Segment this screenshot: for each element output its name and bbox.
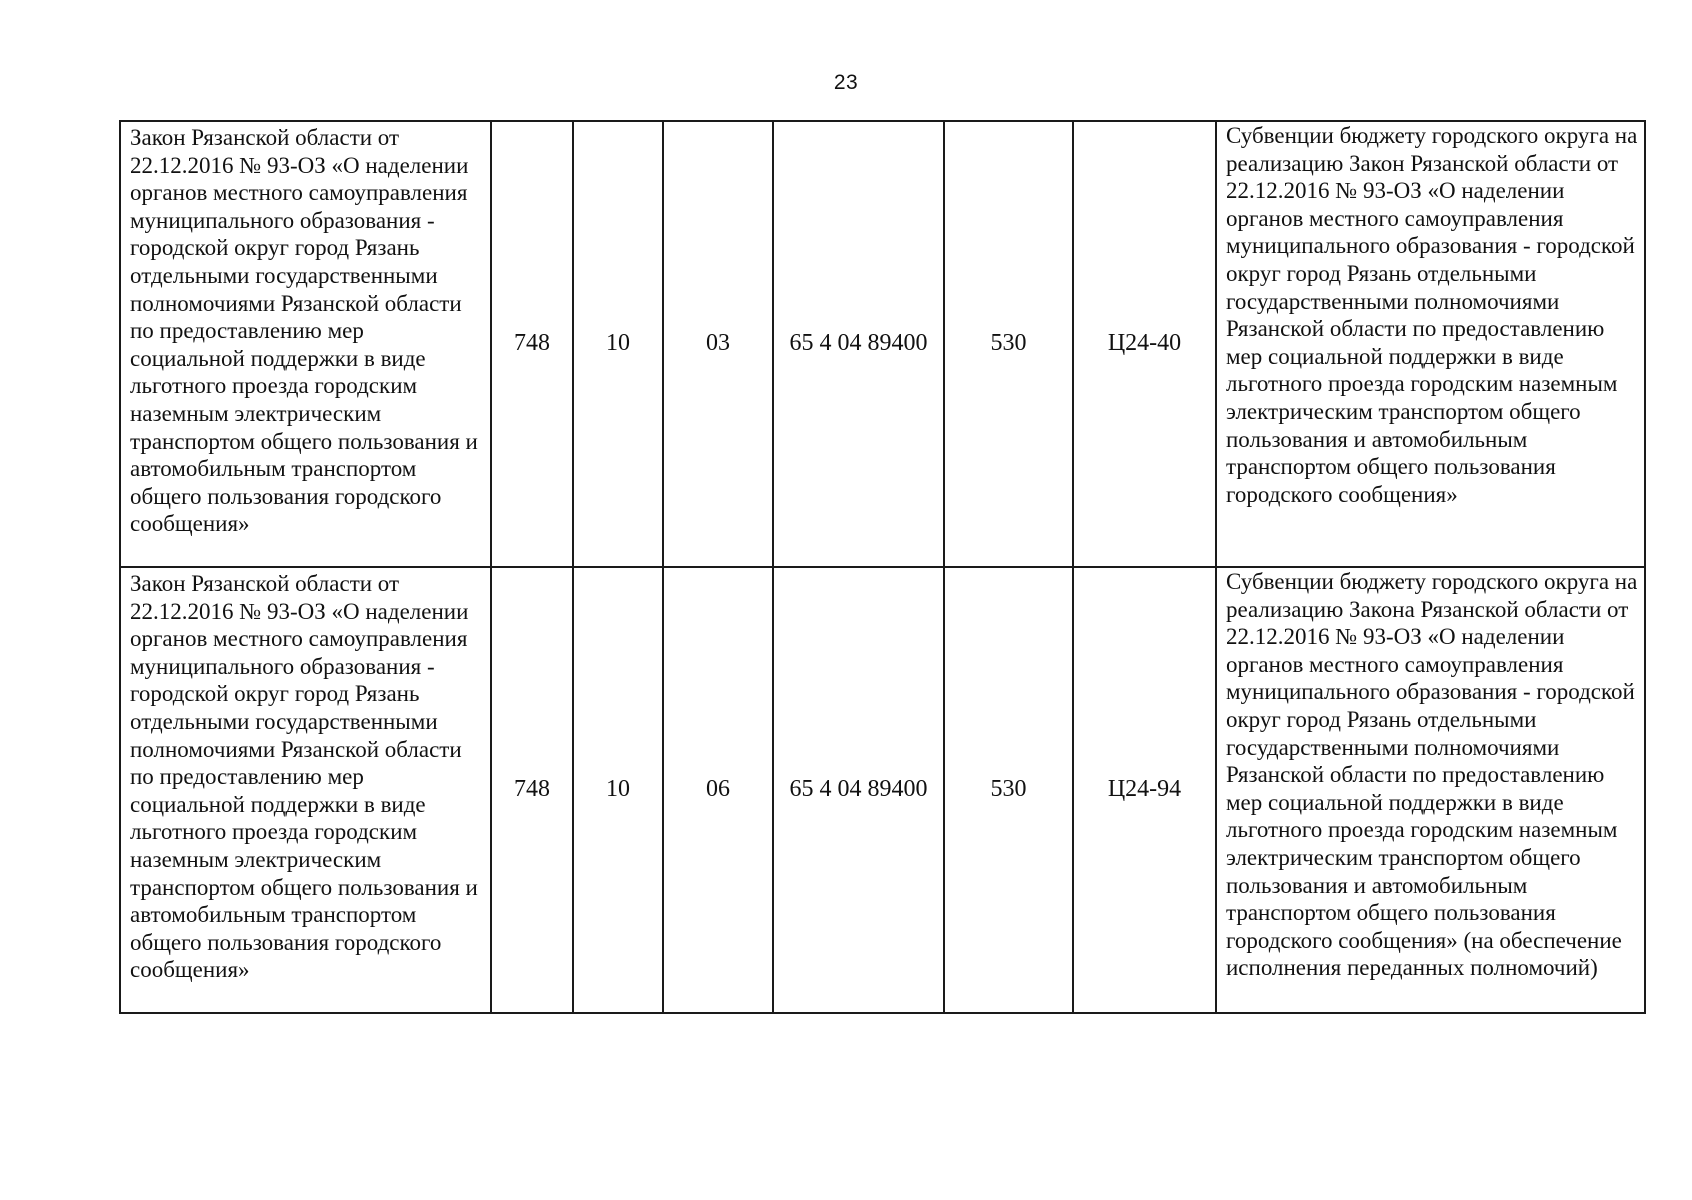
subsection-code-cell: 06 xyxy=(663,567,773,1013)
subsection-code-cell: 03 xyxy=(663,121,773,567)
expense-type-cell: 530 xyxy=(944,121,1073,567)
law-text-cell: Закон Рязанской области от 22.12.2016 № 93-ОЗ «О наделении органов местного самоуправления муниципального образования - городской округ город Рязань отдельными государственными полномочиями Рязанской области по предоставлению мер социальной поддержки в виде льготного проезда городским наземным электрическим транспортом общего пользования и автомобильным транспортом общего пользования городского сообщения» xyxy=(120,567,491,1013)
section-code-cell: 10 xyxy=(573,121,663,567)
table-row xyxy=(120,121,1645,567)
extra-code-cell: Ц24-94 xyxy=(1073,567,1216,1013)
table-row xyxy=(120,567,1645,1013)
budget-classification-table xyxy=(119,120,1646,1014)
target-code-cell: 65 4 04 89400 xyxy=(773,121,944,567)
description-cell: Субвенции бюджету городского округа на реализацию Закон Рязанской области от 22.12.2016 № 93-ОЗ «О наделении органов местного самоуправления муниципального образования - городской округ город Рязань отдельными государственными полномочиями Рязанской области по предоставлению мер социальной поддержки в виде льготного проезда городским наземным электрическим транспортом общего пользования и автомобильным транспортом общего пользования городского сообщения» xyxy=(1216,121,1645,567)
law-text-cell: Закон Рязанской области от 22.12.2016 № 93-ОЗ «О наделении органов местного самоуправления муниципального образования - городской округ город Рязань отдельными государственными полномочиями Рязанской области по предоставлению мер социальной поддержки в виде льготного проезда городским наземным электрическим транспортом общего пользования и автомобильным транспортом общего пользования городского сообщения» xyxy=(120,121,491,567)
admin-code-cell: 748 xyxy=(491,567,573,1013)
expense-type-cell: 530 xyxy=(944,567,1073,1013)
page-number: 23 xyxy=(833,71,859,94)
extra-code-cell: Ц24-40 xyxy=(1073,121,1216,567)
target-code-cell: 65 4 04 89400 xyxy=(773,567,944,1013)
description-cell: Субвенции бюджету городского округа на реализацию Закона Рязанской области от 22.12.2016 № 93-ОЗ «О наделении органов местного самоуправления муниципального образования - городской округ город Рязань отдельными государственными полномочиями Рязанской области по предоставлению мер социальной поддержки в виде льготного проезда городским наземным электрическим транспортом общего пользования и автомобильным транспортом общего пользования городского сообщения» (на обеспечение исполнения переданных полномочий) xyxy=(1216,567,1645,1013)
admin-code-cell: 748 xyxy=(491,121,573,567)
section-code-cell: 10 xyxy=(573,567,663,1013)
